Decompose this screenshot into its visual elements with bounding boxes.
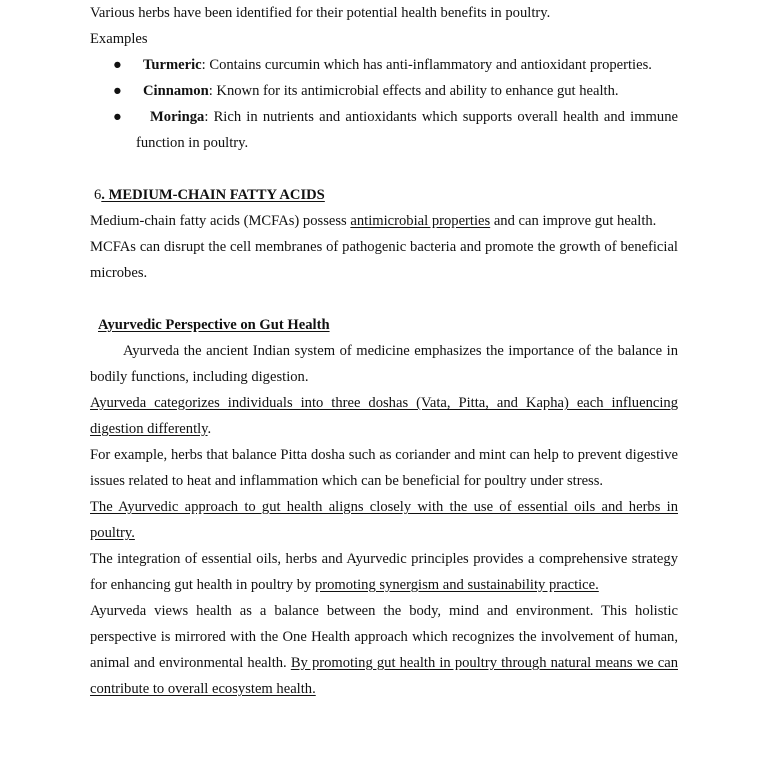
underlined-phrase: promoting synergism and sustainability practice. bbox=[314, 577, 599, 593]
herb-description: : Known for its antimicrobial effects and ability to enhance gut health. bbox=[208, 83, 619, 99]
section-heading-ayurveda: Ayurvedic Perspective on Gut Health bbox=[98, 317, 330, 333]
intro-line: Various herbs have been identified for their potential health benefits in poultry. bbox=[90, 5, 551, 21]
herb-term: Cinnamon bbox=[143, 83, 209, 99]
examples-label: Examples bbox=[90, 31, 148, 47]
herb-term: Moringa bbox=[150, 109, 205, 125]
ayurveda-paragraph-2: Ayurveda categorizes individuals into three doshas (Vata, Pitta, and Kapha) each influencing digestion differently. bbox=[90, 395, 678, 437]
ayurveda-paragraph-6: Ayurveda views health as a balance between the body, mind and environment. This holistic perspective is mirrored with the One Health approach which recognizes the involvement of human, animal and environmental health. By promoting gut health in poultry through natural means we can contribute to overall ecosystem health. bbox=[90, 603, 678, 697]
bullet-icon: ● bbox=[113, 109, 122, 125]
herb-description-continued: function in poultry. bbox=[136, 135, 249, 151]
underlined-phrase: Ayurveda categorizes individuals into three doshas (Vata, Pitta, and Kapha) each influencing digestion differently bbox=[90, 395, 678, 437]
underlined-phrase: The Ayurvedic approach to gut health aligns closely with the use of essential oils and herbs in poultry. bbox=[90, 499, 678, 541]
mcfa-paragraph-2: MCFAs can disrupt the cell membranes of pathogenic bacteria and promote the growth of beneficial microbes. bbox=[90, 239, 678, 281]
section-heading-mcfa bbox=[90, 182, 678, 208]
section-number: 6 bbox=[94, 187, 102, 203]
herb-term: Turmeric bbox=[143, 57, 202, 73]
herb-list bbox=[90, 52, 678, 156]
bullet-icon: ● bbox=[113, 57, 122, 73]
document-page bbox=[90, 0, 678, 702]
herb-description: : Rich in nutrients and antioxidants which supports overall health and immune bbox=[204, 109, 678, 125]
ayurveda-paragraph-1: Ayurveda the ancient Indian system of medicine emphasizes the importance of the balance in bodily functions, including digestion. bbox=[90, 343, 678, 385]
herb-description: : Contains curcumin which has anti-inflammatory and antioxidant properties. bbox=[201, 57, 652, 73]
underlined-phrase: By promoting gut health in poultry through natural means we can contribute to overall ecosystem health. bbox=[90, 655, 678, 697]
list-item-cinnamon bbox=[90, 78, 678, 104]
ayurveda-paragraph-4 bbox=[90, 494, 678, 546]
ayurveda-paragraph-3: For example, herbs that balance Pitta dosha such as coriander and mint can help to prevent digestive issues related to heat and inflammation which can be beneficial for poultry under stress. bbox=[90, 447, 678, 489]
list-item-turmeric bbox=[90, 52, 678, 78]
bullet-icon: ● bbox=[113, 83, 122, 99]
mcfa-paragraph-1: Medium-chain fatty acids (MCFAs) possess antimicrobial properties and can improve gut health. bbox=[90, 213, 657, 229]
ayurveda-paragraph-5: The integration of essential oils, herbs and Ayurvedic principles provides a comprehensive strategy for enhancing gut health in poultry by promoting synergism and sustainability practice. bbox=[90, 551, 678, 593]
list-item-moringa bbox=[90, 104, 678, 156]
section-title: . MEDIUM-CHAIN FATTY ACIDS bbox=[101, 187, 325, 203]
underlined-phrase: antimicrobial properties bbox=[350, 213, 491, 229]
